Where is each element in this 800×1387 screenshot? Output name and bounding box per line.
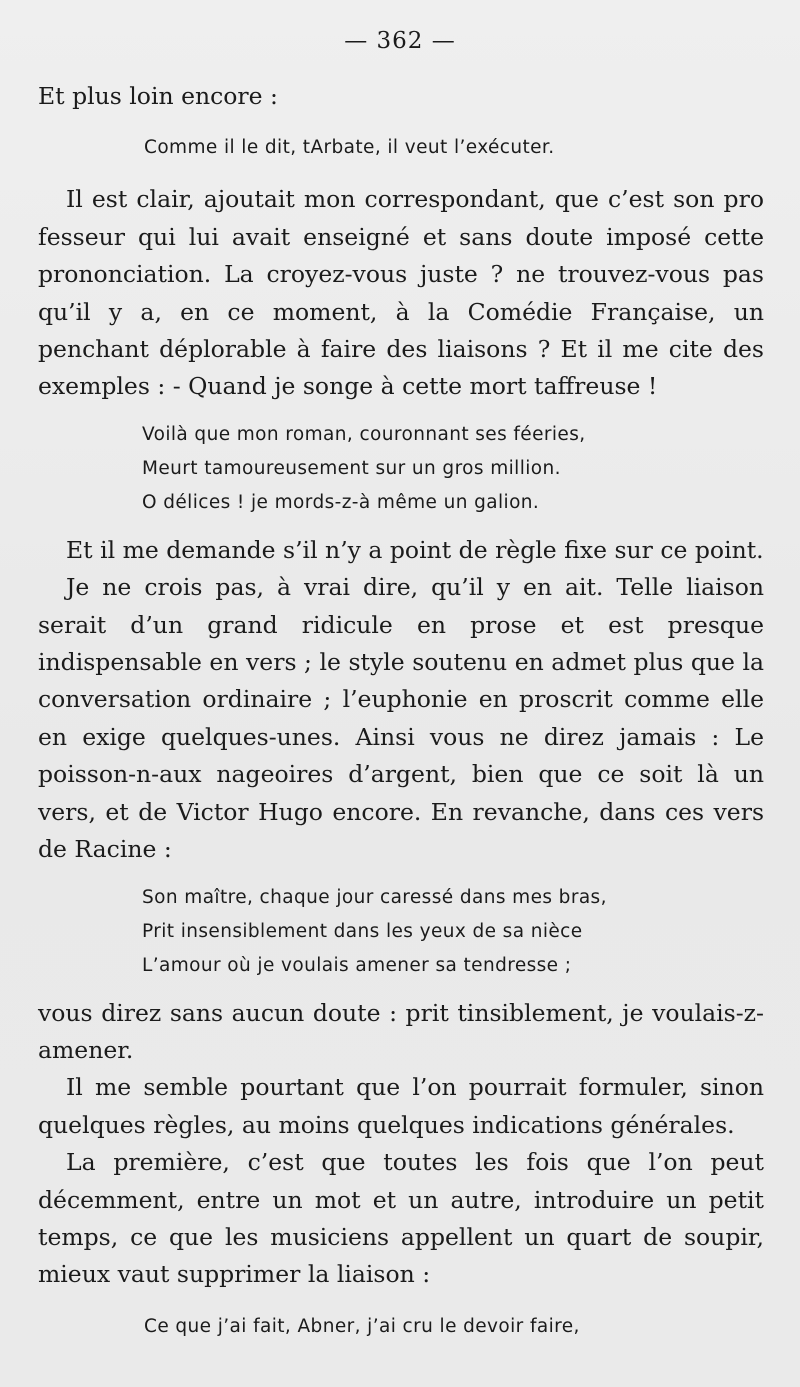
paragraph: Il me semble pourtant que l’on pourrait formuler, sinon quelques règles, au moins quelques indications générales.: [38, 1073, 764, 1139]
verse-line: Voilà que mon roman, couronnant ses féeries,: [142, 423, 586, 445]
verse-line: O délices ! je mords-z-à même un galion.: [142, 491, 540, 513]
verse-line: Ce que j’ai fait, Abner, j’ai cru le devoir faire,: [144, 1315, 580, 1337]
block-spacer: [38, 1294, 764, 1310]
verse-line: Son maître, chaque jour caressé dans mes bras,: [142, 886, 607, 908]
paragraph: Il est clair, ajoutait mon correspondant, que c’est son pro fesseur qui lui avait enseigné et sans doute imposé cette prononciation. La croyez-vous juste ? ne trouvez-vous pas qu’il y a, en ce moment, à la Comédie Française, un penchant déplorable à faire des liaisons ? Et il me cite des exemples : - Quand je songe à cette mort taffreuse !: [38, 185, 764, 401]
verse-line: L’amour où je voulais amener sa tendresse ;: [142, 954, 572, 976]
verse-line: Meurt tamoureusement sur un gros million.: [142, 457, 561, 479]
paragraph: Je ne crois pas, à vrai dire, qu’il y en ait. Telle liaison serait d’un grand ridicule en prose et est presque indispensable en vers ; le style soutenu en admet plus que la conversation ordinaire ; l’euphonie en proscrit comme elle en exige quelques-unes. Ainsi vous ne direz jamais : Le poisson-n-aux nageoires d’argent, bien que ce soit là un vers, et de Victor Hugo encore. En revanche, dans ces vers de Racine :: [38, 573, 764, 864]
verse-quote: [38, 418, 764, 520]
body-text: [38, 78, 764, 1344]
verse-quote: [38, 881, 764, 983]
verse-line: Prit insensiblement dans les yeux de sa nièce: [142, 920, 583, 942]
block-spacer: [38, 115, 764, 131]
paragraph: vous direz sans aucun doute : prit tinsiblement, je voulais-z-amener.: [38, 998, 764, 1064]
paragraph: Et plus loin encore :: [38, 82, 278, 110]
block-spacer: [38, 406, 764, 418]
verse-quote: [38, 1310, 764, 1344]
page-number: — 362 —: [344, 28, 456, 54]
block-spacer: [38, 520, 764, 532]
verse-quote: [38, 131, 764, 165]
paragraph: La première, c’est que toutes les fois que l’on peut décemment, entre un mot et un autre, introduire un petit temps, ce que les musiciens appellent un quart de soupir, mieux vaut supprimer la liaison :: [38, 1148, 764, 1289]
verse-line: Comme il le dit, tArbate, il veut l’exécuter.: [144, 137, 555, 159]
paragraph: Et il me demande s’il n’y a point de règle fixe sur ce point.: [66, 535, 764, 564]
block-spacer: [38, 983, 764, 995]
block-spacer: [38, 165, 764, 181]
block-spacer: [38, 869, 764, 881]
